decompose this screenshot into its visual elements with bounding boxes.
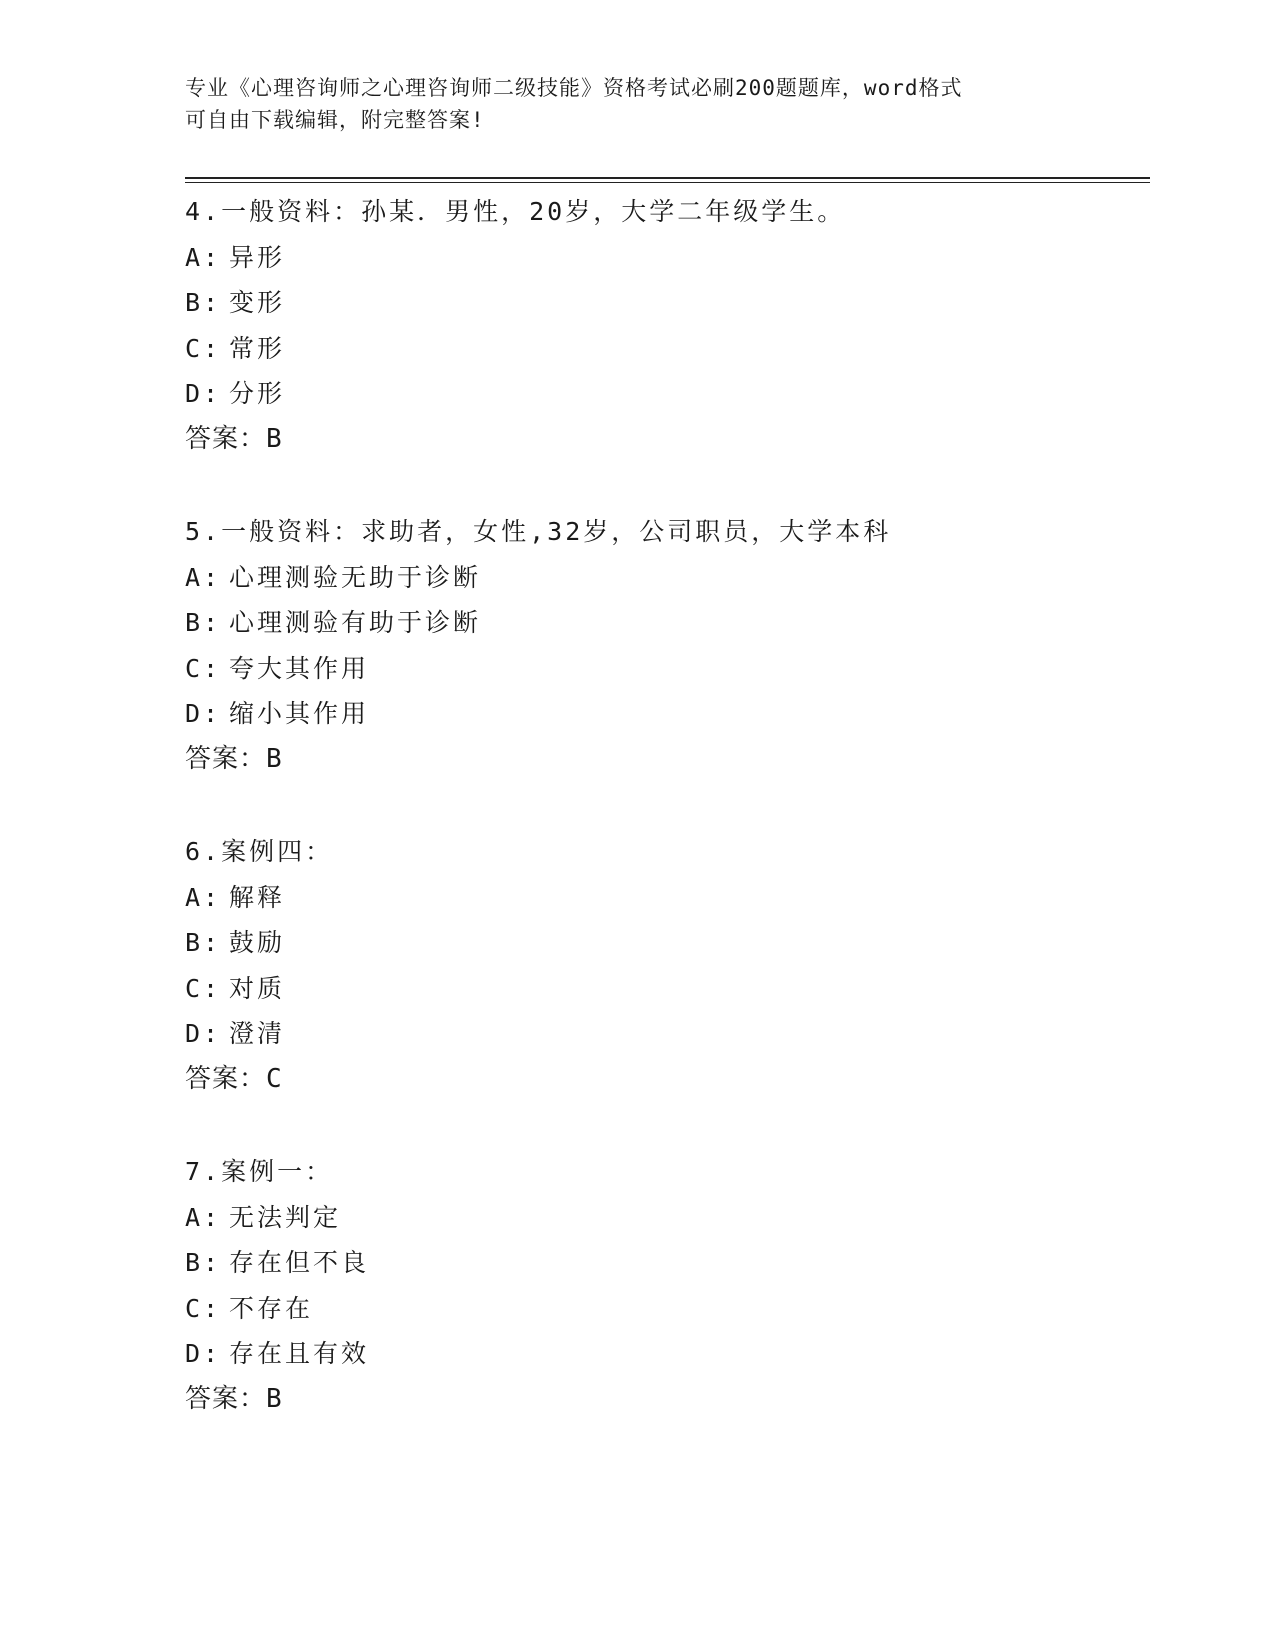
option-text: 存在但不良 [229, 1248, 370, 1277]
option-letter: B: [185, 288, 222, 317]
header-divider-thin [185, 182, 1150, 183]
option-letter: B: [185, 1248, 222, 1277]
question-5 [185, 509, 1150, 782]
answer-line: 答案：B [185, 1383, 283, 1414]
header-line-2: 可自由下载编辑，附完整答案! [185, 108, 485, 132]
option-letter: A: [185, 882, 222, 912]
option-text: 常形 [229, 333, 286, 363]
option-text: 鼓励 [229, 928, 286, 957]
option-text: 存在且有效 [229, 1339, 370, 1368]
document-header [185, 72, 1085, 136]
option-d [185, 691, 1150, 737]
option-text: 夸大其作用 [229, 653, 370, 683]
option-letter: D: [185, 379, 222, 408]
option-text: 澄清 [229, 1019, 286, 1048]
question-7 [185, 1149, 1150, 1422]
option-text: 不存在 [229, 1293, 314, 1323]
question-stem: 6.案例四： [185, 837, 334, 866]
question-4 [185, 189, 1150, 462]
option-b [185, 280, 1150, 326]
answer-line: 答案：B [185, 743, 283, 774]
header-line-1: 专业《心理咨询师之心理咨询师二级技能》资格考试必刷200题题库，word格式 [185, 76, 963, 100]
option-letter: A: [185, 562, 222, 592]
option-text: 无法判定 [229, 1202, 342, 1232]
option-letter: C: [185, 973, 222, 1003]
option-d [185, 1331, 1150, 1377]
option-b [185, 600, 1150, 646]
option-b [185, 1240, 1150, 1286]
option-c [185, 646, 1150, 692]
option-letter: A: [185, 242, 222, 272]
option-c [185, 1286, 1150, 1332]
question-stem: 5.一般资料：求助者，女性,32岁，公司职员，大学本科 [185, 517, 892, 546]
question-6 [185, 829, 1150, 1102]
option-text: 分形 [229, 379, 286, 408]
option-text: 心理测验有助于诊断 [229, 608, 482, 637]
option-a [185, 235, 1150, 281]
question-stem: 4.一般资料：孙某．男性，20岁，大学二年级学生。 [185, 197, 846, 226]
option-letter: C: [185, 1293, 222, 1323]
option-letter: D: [185, 1019, 222, 1048]
option-b [185, 920, 1150, 966]
option-a [185, 555, 1150, 601]
option-letter: B: [185, 608, 222, 637]
answer-line: 答案：C [185, 1063, 283, 1094]
question-list [185, 189, 1150, 1469]
answer-line: 答案：B [185, 423, 283, 454]
option-c [185, 966, 1150, 1012]
option-letter: C: [185, 653, 222, 683]
question-stem: 7.案例一： [185, 1157, 334, 1186]
option-text: 心理测验无助于诊断 [229, 562, 482, 592]
option-d [185, 1011, 1150, 1057]
option-letter: C: [185, 333, 222, 363]
option-text: 解释 [229, 882, 286, 912]
option-letter: D: [185, 699, 222, 728]
option-c [185, 326, 1150, 372]
option-d [185, 371, 1150, 417]
option-letter: A: [185, 1202, 222, 1232]
option-letter: D: [185, 1339, 222, 1368]
option-letter: B: [185, 928, 222, 957]
header-divider-thick [185, 177, 1150, 179]
option-text: 缩小其作用 [229, 699, 370, 728]
option-text: 对质 [229, 973, 286, 1003]
option-a [185, 875, 1150, 921]
option-a [185, 1195, 1150, 1241]
option-text: 变形 [229, 288, 286, 317]
option-text: 异形 [229, 242, 286, 272]
